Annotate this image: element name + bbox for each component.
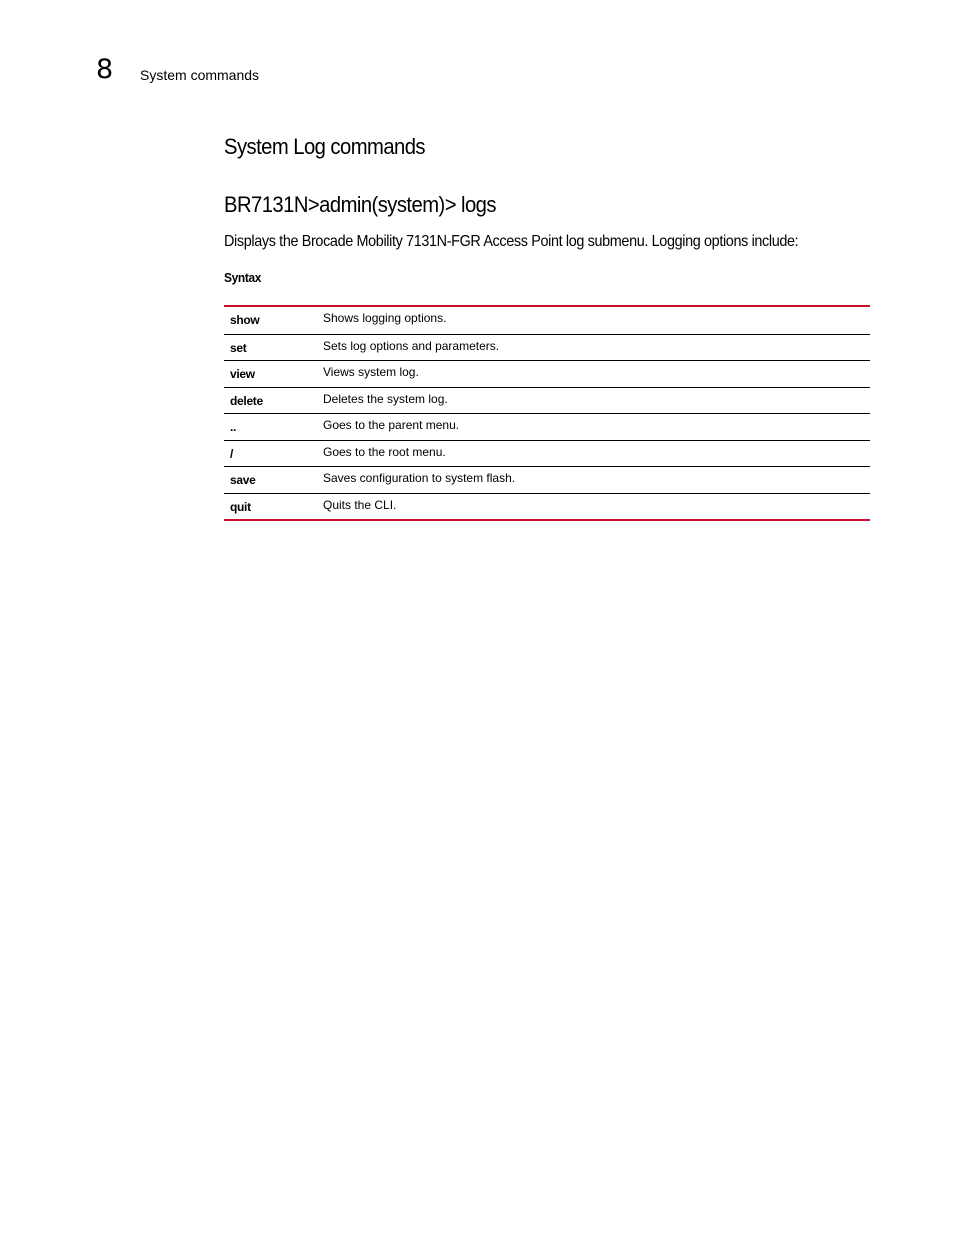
section-heading: System Log commands	[224, 134, 426, 159]
description-cell: Sets log options and parameters.	[323, 338, 500, 353]
table-row	[224, 493, 870, 520]
table-row	[224, 440, 870, 467]
syntax-table	[224, 305, 870, 521]
description-cell: Shows logging options.	[323, 311, 447, 325]
table-row	[224, 307, 870, 334]
description-cell: Quits the CLI.	[323, 497, 397, 512]
command-cell: view	[230, 367, 255, 381]
description-cell: Views system log.	[323, 365, 419, 379]
command-cell: set	[230, 340, 247, 355]
command-cell: save	[230, 473, 256, 487]
table-row	[224, 360, 870, 387]
chapter-number: 8	[96, 54, 114, 85]
command-description: Displays the Brocade Mobility 7131N-FGR Access Point log submenu. Logging options include:	[224, 233, 799, 250]
description-cell: Deletes the system log.	[323, 391, 448, 406]
table-row	[224, 413, 870, 440]
command-heading: BR7131N>admin(system)> logs	[224, 192, 496, 217]
table-row	[224, 387, 870, 414]
description-cell: Goes to the root menu.	[323, 444, 446, 459]
command-cell: /	[230, 446, 234, 461]
command-cell: delete	[230, 393, 263, 408]
command-cell: show	[230, 313, 260, 327]
syntax-label: Syntax	[224, 270, 262, 285]
description-cell: Goes to the parent menu.	[323, 418, 460, 432]
command-cell: quit	[230, 499, 251, 514]
table-row	[224, 334, 870, 361]
command-cell: ..	[230, 420, 237, 434]
chapter-title: System commands	[140, 67, 260, 83]
description-cell: Saves configuration to system flash.	[323, 471, 516, 485]
table-row	[224, 466, 870, 493]
